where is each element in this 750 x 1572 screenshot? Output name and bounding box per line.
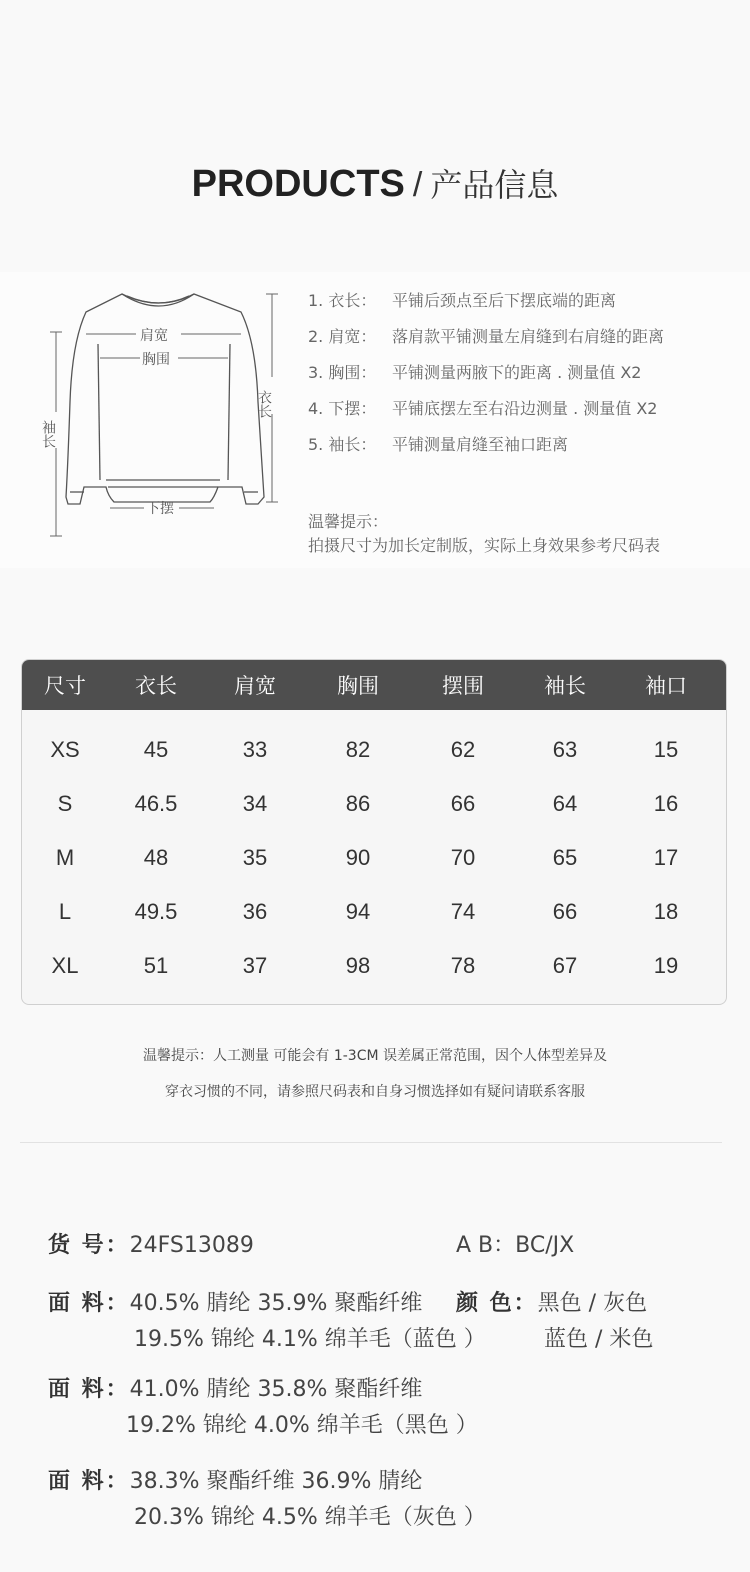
table-cell: 64 [552,791,578,816]
table-cell: 63 [552,737,578,762]
table-cell: 48 [143,845,169,870]
table-cell: M [55,845,75,870]
fabric-block [48,1464,422,1495]
table-cell: 34 [242,791,268,816]
table-cell: S [57,791,73,816]
colors-line: 黑色 / 灰色 [537,1291,648,1316]
fabric-line: 41.0% 腈纶 35.8% 聚酯纤维 [129,1377,423,1402]
definition-label: 4. 下摆： [308,399,377,418]
definition-row [308,324,664,360]
table-cell: 15 [653,737,679,762]
item-number-label: 货 号： [48,1233,130,1258]
title-en: PRODUCTS [191,163,405,205]
table-cell: 78 [450,953,476,978]
label-shoulder: 肩宽 [140,328,168,344]
colors-line: 蓝色 / 米色 [544,1327,654,1352]
fabric-line: 20.3% 锦纶 4.5% 绵羊毛（灰色 ） [134,1505,486,1530]
definition-label: 5. 袖长： [308,435,377,454]
table-cell: 36 [242,899,268,924]
table-cell: 66 [552,899,578,924]
table-cell: 67 [552,953,578,978]
sweater-diagram [36,282,296,552]
table-row [22,939,726,993]
table-cell: 70 [450,845,476,870]
definition-label: 2. 肩宽： [308,327,377,346]
definition-text: 落肩款平铺测量左肩缝到右肩缝的距离 [392,327,665,346]
header-cell: 胸围 [337,674,379,698]
measurement-definitions [308,288,664,468]
table-row [22,831,726,885]
table-cell: 86 [345,791,371,816]
table-cell: 51 [143,953,169,978]
header-cell: 衣长 [135,674,177,698]
table-cell: 65 [552,845,578,870]
table-row [22,885,726,939]
definition-text: 平铺测量肩缝至袖口距离 [392,435,569,454]
table-cell: 19 [653,953,679,978]
ab-value: BC/JX [515,1233,575,1258]
table-cell: 98 [345,953,371,978]
table-cell: 90 [345,845,371,870]
table-cell: 18 [653,899,679,924]
header-cell: 袖长 [544,674,586,698]
fabric-line: 38.3% 聚酯纤维 36.9% 腈纶 [129,1469,423,1494]
definition-label: 3. 胸围： [308,363,377,382]
table-cell: 35 [242,845,268,870]
fabric-block [48,1372,422,1403]
table-cell: XS [50,737,80,762]
definition-row [308,396,664,432]
fabric-line: 40.5% 腈纶 35.9% 聚酯纤维 [129,1291,423,1316]
color-block [456,1286,647,1317]
title-cn: 产品信息 [430,166,559,204]
table-cell: L [58,899,72,924]
size-notice [0,1038,750,1110]
notice-line: 穿衣习惯的不同，请参照尺码表和自身习惯选择如有疑问请联系客服 [165,1084,585,1100]
table-cell: 94 [345,899,371,924]
table-row [22,777,726,831]
header-cell: 肩宽 [234,674,276,698]
measurement-tip [308,510,660,558]
tip-label: 温馨提示： [308,512,389,531]
fabric-block [48,1286,422,1317]
fabric-label: 面 料： [48,1291,130,1316]
table-cell: 62 [450,737,476,762]
fabric-label: 面 料： [48,1377,130,1402]
table-cell: 46.5 [134,791,178,816]
page-title [0,160,750,206]
fabric-label: 面 料： [48,1469,130,1494]
table-cell: 33 [242,737,268,762]
table-cell: 17 [653,845,679,870]
table-cell: 16 [653,791,679,816]
definition-row [308,432,664,468]
definition-text: 平铺后颈点至后下摆底端的距离 [392,291,617,310]
definition-text: 平铺测量两腋下的距离 . 测量值 X2 [392,363,642,382]
table-cell: 37 [242,953,268,978]
table-cell: 82 [345,737,371,762]
table-cell: 49.5 [134,899,178,924]
title-separator: / [412,166,423,204]
table-cell: 45 [143,737,169,762]
table-header [22,660,726,710]
item-number [48,1228,254,1259]
size-table [21,659,727,1005]
definition-row [308,288,664,324]
notice-line: 温馨提示：人工测量 可能会有 1-3CM 误差属正常范围，因个人体型差异及 [142,1048,608,1064]
definition-label: 1. 衣长： [308,291,377,310]
table-row [22,723,726,777]
label-sleeve: 袖长 [40,420,56,448]
fabric-line: 19.2% 锦纶 4.0% 绵羊毛（黑色 ） [126,1413,478,1438]
tip-text: 拍摄尺寸为加长定制版，实际上身效果参考尺码表 [308,536,661,555]
divider [20,1142,722,1143]
ab-code [456,1228,574,1259]
ab-label: A B： [456,1233,516,1258]
header-cell: 尺寸 [44,674,86,698]
table-cell: 74 [450,899,476,924]
sweater-outline [66,294,264,504]
fabric-line: 19.5% 锦纶 4.1% 绵羊毛（蓝色 ） [134,1327,486,1352]
definition-text: 平铺底摆左至右沿边测量 . 测量值 X2 [392,399,658,418]
header-cell: 袖口 [645,674,687,698]
definition-row [308,360,664,396]
label-hem: 下摆 [146,501,174,517]
table-cell: XL [51,953,79,978]
table-cell: 66 [450,791,476,816]
table-body [22,710,726,993]
header-cell: 摆围 [442,674,484,698]
label-chest: 胸围 [142,352,170,368]
label-body-length: 衣长 [256,390,272,418]
color-label: 颜 色： [456,1291,538,1316]
item-number-value: 24FS13089 [129,1233,254,1258]
